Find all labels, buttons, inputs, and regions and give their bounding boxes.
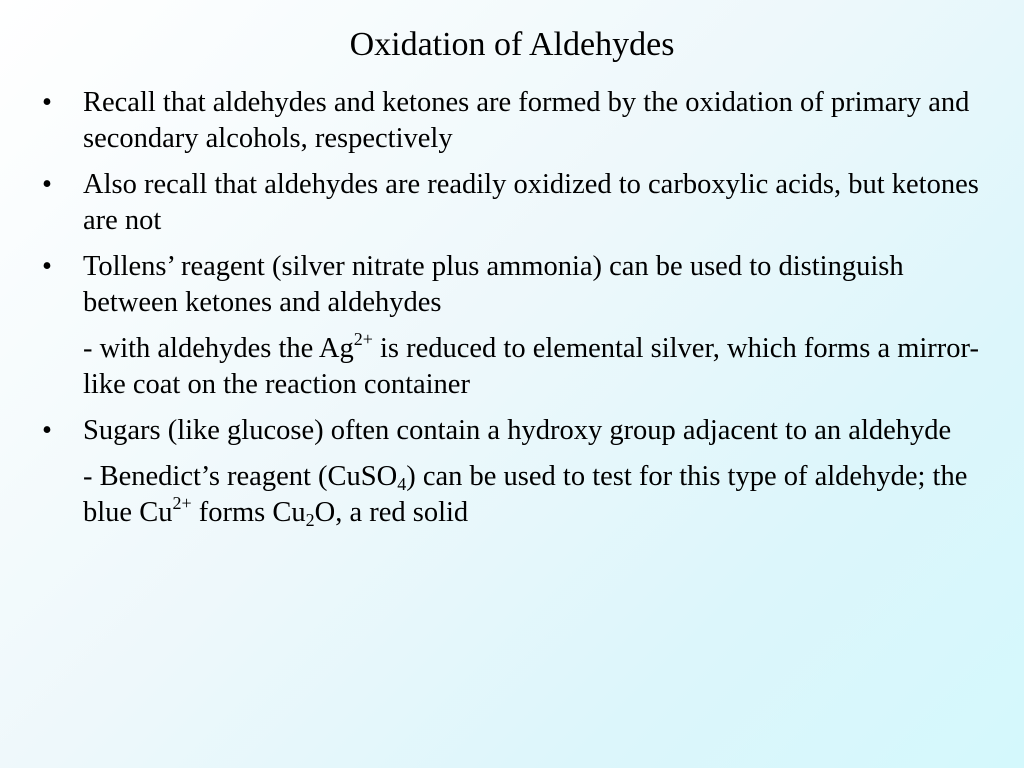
sub-text: - Benedict’s reagent (CuSO (83, 461, 398, 492)
bullet-item (42, 249, 982, 321)
bullet-text: Sugars (like glucose) often contain a hydroxy group adjacent to an aldehyde (83, 415, 952, 446)
bullet-marker: • (42, 169, 52, 200)
bullet-marker: • (42, 251, 52, 282)
sub-text: is reduced to elemental silver, which forms a mirror-like coat on the reaction container (83, 333, 979, 400)
bullet-text: Also recall that aldehydes are readily oxidized to carboxylic acids, but ketones are not (83, 169, 979, 236)
slide-title: Oxidation of Aldehydes (349, 26, 675, 63)
sub-point-tollens (42, 331, 982, 403)
sub-text: forms Cu (191, 497, 306, 528)
bullet-text: Recall that aldehydes and ketones are formed by the oxidation of primary and secondary alcohols, respectively (83, 87, 970, 154)
bullet-marker: • (42, 87, 52, 118)
superscript: 2+ (353, 329, 373, 349)
bullet-item (42, 167, 982, 239)
bullet-text: Tollens’ reagent (silver nitrate plus ammonia) can be used to distinguish between ketones and aldehydes (83, 251, 904, 318)
sub-text: - with aldehydes the Ag (83, 333, 354, 364)
subscript: 4 (397, 474, 407, 494)
sub-text: ) can be used to test for this type of aldehyde; the blue Cu (83, 461, 968, 528)
bullet-marker: • (42, 415, 52, 446)
bullet-item (42, 413, 982, 449)
sub-text: O, a red solid (314, 497, 469, 528)
subscript: 2 (305, 510, 315, 530)
bullet-item (42, 85, 982, 157)
superscript: 2+ (172, 493, 192, 513)
sub-point-benedict (42, 459, 982, 531)
slide-body (42, 85, 982, 541)
